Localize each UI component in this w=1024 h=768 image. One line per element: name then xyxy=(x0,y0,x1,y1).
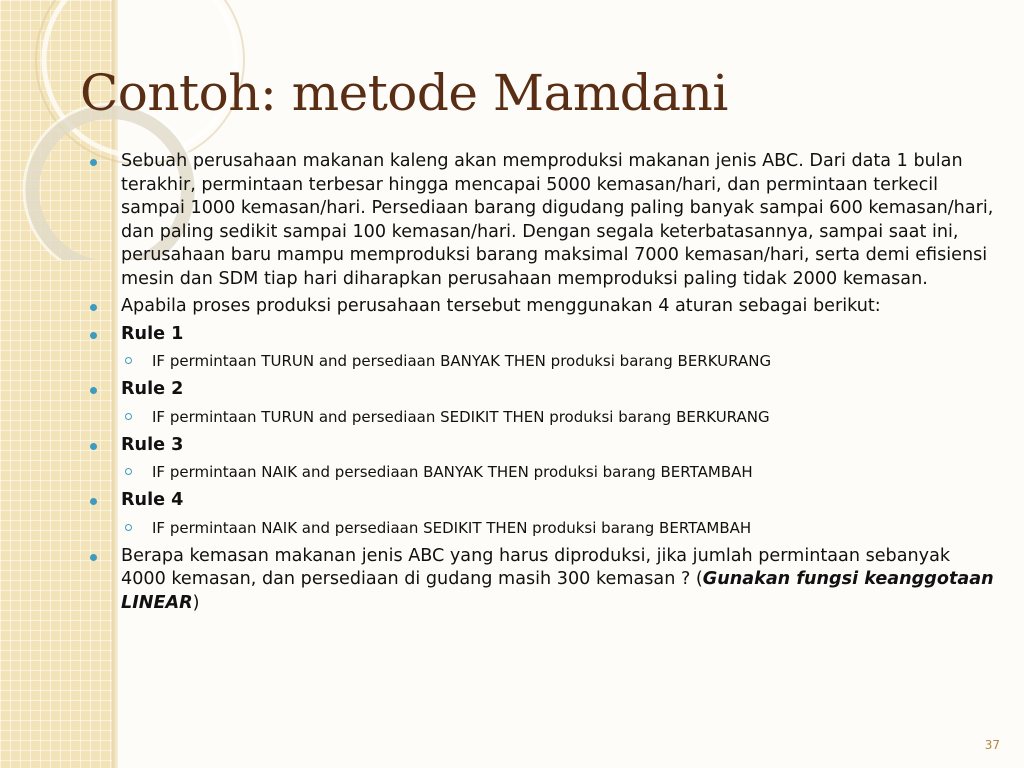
rule-3-text: IF permintaan NAIK and persediaan BANYAK THEN produksi barang BERTAMBAH xyxy=(152,463,753,481)
question-close: ) xyxy=(192,592,200,613)
bullet-rule-1 xyxy=(90,323,1000,347)
rule-1-text: IF permintaan TURUN and persediaan BANYAK THEN produksi barang BERKURANG xyxy=(152,352,772,370)
rule-2-detail xyxy=(90,406,1000,428)
bullet-dot-icon xyxy=(90,443,97,450)
bullet-question xyxy=(90,545,1000,616)
bullet-dot-icon xyxy=(90,387,97,394)
bullet-rules-intro xyxy=(90,295,1000,319)
bullet-dot-icon xyxy=(90,159,97,166)
bullet-dot-icon xyxy=(90,498,97,505)
bullet-rule-2 xyxy=(90,378,1000,402)
sub-bullet-ring-icon xyxy=(125,468,132,475)
sub-bullet-ring-icon xyxy=(125,524,132,531)
intro-text: Sebuah perusahaan makanan kaleng akan memproduksi makanan jenis ABC. Dari data 1 bulan terakhir, permintaan terbesar hingga mencapai 5000 kemasan/hari, dan permintaan terkecil sampai 1000 kemasan/hari. Persediaan barang digudang paling banyak sampai 600 kemasan/hari, dan paling sedikit sampai 100 kemasan/hari. Dengan segala keterbatasannya, sampai saat ini, perusahaan baru mampu memproduksi barang maksimal 7000 kemasan/hari, serta demi efisiensi mesin dan SDM tiap hari diharapkan perusahaan memproduksi paling tidak 2000 kemasan. xyxy=(121,151,994,289)
rule-2-text: IF permintaan TURUN and persediaan SEDIKIT THEN produksi barang BERKURANG xyxy=(152,407,770,426)
page-number: 37 xyxy=(984,738,1000,752)
rule-4-text: IF permintaan NAIK and persediaan SEDIKIT THEN produksi barang BERTAMBAH xyxy=(152,518,752,537)
bullet-dot-icon xyxy=(90,332,97,339)
slide-content xyxy=(90,150,1000,619)
bullet-dot-icon xyxy=(90,304,97,311)
bullet-intro xyxy=(90,150,1000,291)
question-text: Berapa kemasan makanan jenis ABC yang harus diproduksi, jika jumlah permintaan sebanyak 4000 kemasan, dan persediaan di gudang masih 300 kemasan ? ( xyxy=(121,545,951,589)
rule-3-detail xyxy=(90,461,1000,483)
sub-bullet-ring-icon xyxy=(125,357,132,364)
bullet-rule-4 xyxy=(90,489,1000,513)
rule-2-label: Rule 2 xyxy=(121,379,184,399)
rule-4-label: Rule 4 xyxy=(121,490,184,510)
sub-bullet-ring-icon xyxy=(125,413,132,420)
bullet-dot-icon xyxy=(90,554,97,561)
slide-title: Contoh: metode Mamdani xyxy=(80,64,728,122)
rules-intro-text: Apabila proses produksi perusahaan tersebut menggunakan 4 aturan sebagai berikut: xyxy=(121,296,881,316)
rule-4-detail xyxy=(90,517,1000,539)
bullet-rule-3 xyxy=(90,434,1000,458)
question-emphasis: Gunakan fungsi keanggotaan LINEAR xyxy=(121,569,994,613)
rule-1-detail xyxy=(90,350,1000,372)
rule-1-label: Rule 1 xyxy=(121,323,184,344)
rule-3-label: Rule 3 xyxy=(121,434,184,455)
